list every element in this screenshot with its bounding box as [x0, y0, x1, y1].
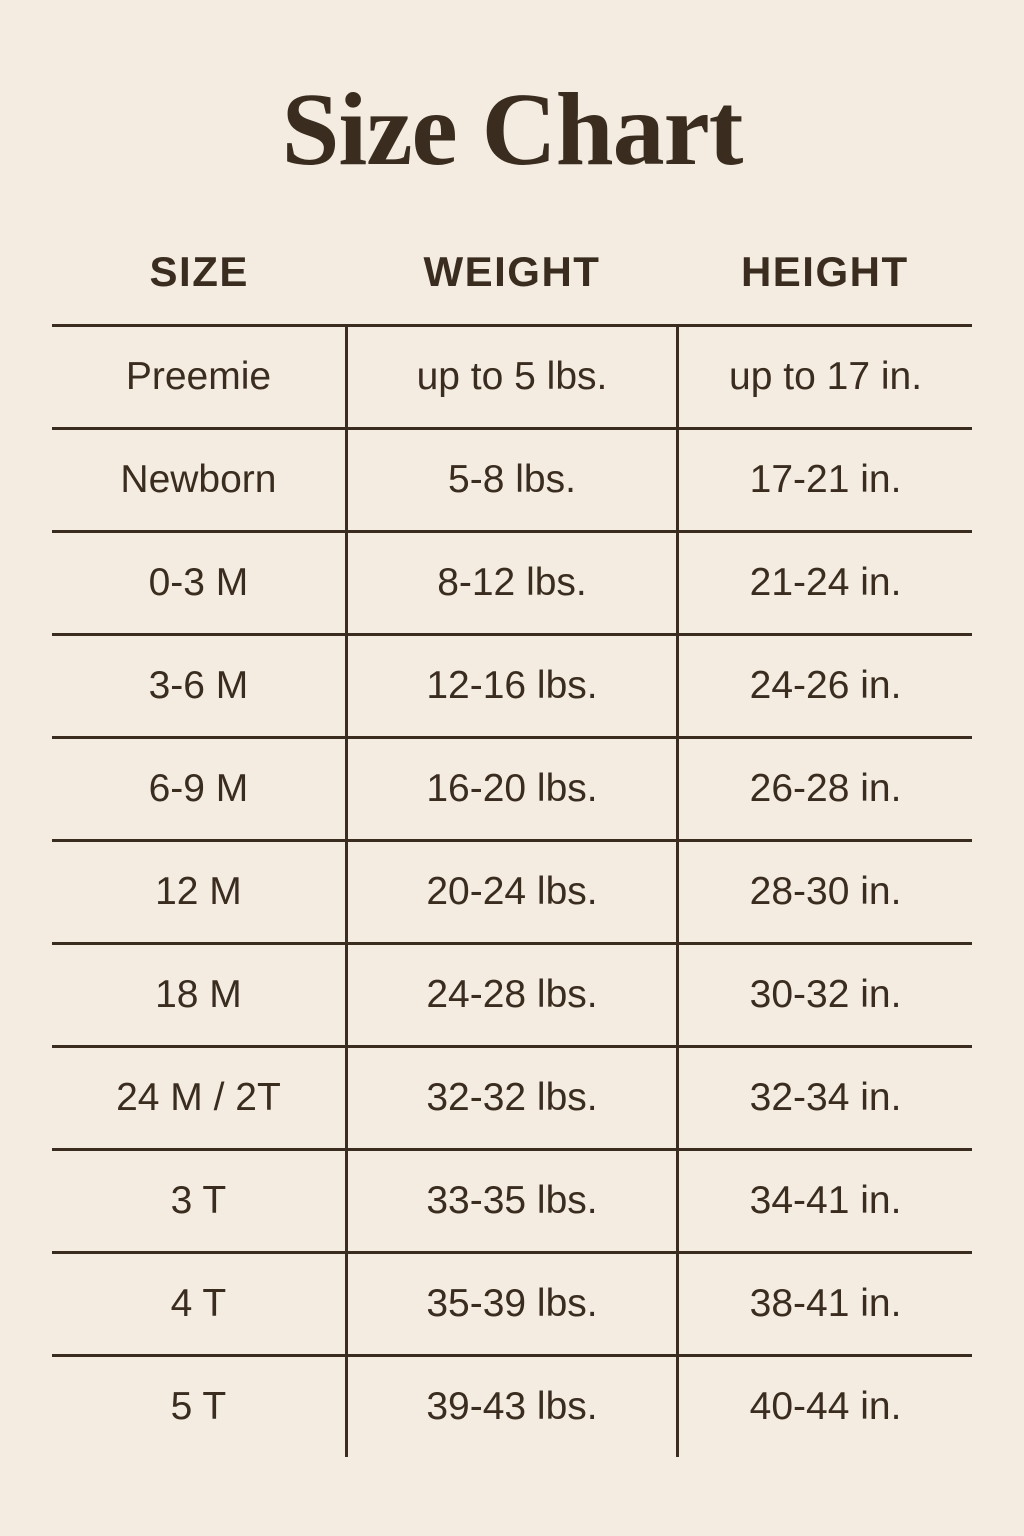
- cell-size: 0-3 M: [52, 532, 346, 635]
- table-row: [52, 429, 972, 532]
- cell-size: 5 T: [52, 1356, 346, 1458]
- table-row: [52, 1047, 972, 1150]
- cell-height: 28-30 in.: [678, 841, 972, 944]
- size-chart-table-wrapper: [52, 182, 972, 1457]
- cell-height: 38-41 in.: [678, 1253, 972, 1356]
- cell-height: 32-34 in.: [678, 1047, 972, 1150]
- cell-weight: 39-43 lbs.: [346, 1356, 677, 1458]
- table-row: [52, 738, 972, 841]
- cell-height: 26-28 in.: [678, 738, 972, 841]
- table-row: [52, 1150, 972, 1253]
- table-row: [52, 1356, 972, 1458]
- cell-weight: 20-24 lbs.: [346, 841, 677, 944]
- size-chart-table: [52, 248, 972, 1457]
- cell-weight: 33-35 lbs.: [346, 1150, 677, 1253]
- page-title: Size Chart: [281, 72, 743, 187]
- table-row: [52, 532, 972, 635]
- cell-height: 40-44 in.: [749, 1385, 902, 1428]
- table-row: [52, 944, 972, 1047]
- cell-weight: 12-16 lbs.: [346, 635, 677, 738]
- cell-size: 6-9 M: [52, 738, 346, 841]
- cell-weight: 5-8 lbs.: [346, 429, 677, 532]
- cell-size: 3-6 M: [52, 635, 346, 738]
- cell-height: 21-24 in.: [678, 532, 972, 635]
- table-header-row: [52, 248, 972, 326]
- cell-weight: 8-12 lbs.: [346, 532, 677, 635]
- cell-height: 24-26 in.: [678, 635, 972, 738]
- table-row: [52, 326, 972, 429]
- cell-height: up to 17 in.: [678, 326, 972, 429]
- table-body: [52, 326, 972, 1458]
- cell-weight: up to 5 lbs.: [346, 326, 677, 429]
- table-row: [52, 841, 972, 944]
- cell-size: Preemie: [52, 326, 346, 429]
- cell-size: Newborn: [52, 429, 346, 532]
- cell-size: 18 M: [52, 944, 346, 1047]
- cell-height: 17-21 in.: [678, 429, 972, 532]
- table-header: [52, 248, 972, 326]
- cell-weight: 32-32 lbs.: [346, 1047, 677, 1150]
- cell-size: 24 M / 2T: [52, 1047, 346, 1150]
- table-row: [52, 635, 972, 738]
- table-row: [52, 1253, 972, 1356]
- cell-weight: 24-28 lbs.: [346, 944, 677, 1047]
- column-header-weight: WEIGHT: [346, 248, 677, 326]
- column-header-size: SIZE: [52, 248, 346, 326]
- cell-size: 12 M: [52, 841, 346, 944]
- cell-height: 34-41 in.: [678, 1150, 972, 1253]
- cell-height: 30-32 in.: [678, 944, 972, 1047]
- cell-weight: 16-20 lbs.: [346, 738, 677, 841]
- cell-size: 4 T: [52, 1253, 346, 1356]
- cell-size: 3 T: [52, 1150, 346, 1253]
- column-header-height: HEIGHT: [678, 248, 972, 326]
- cell-weight: 35-39 lbs.: [346, 1253, 677, 1356]
